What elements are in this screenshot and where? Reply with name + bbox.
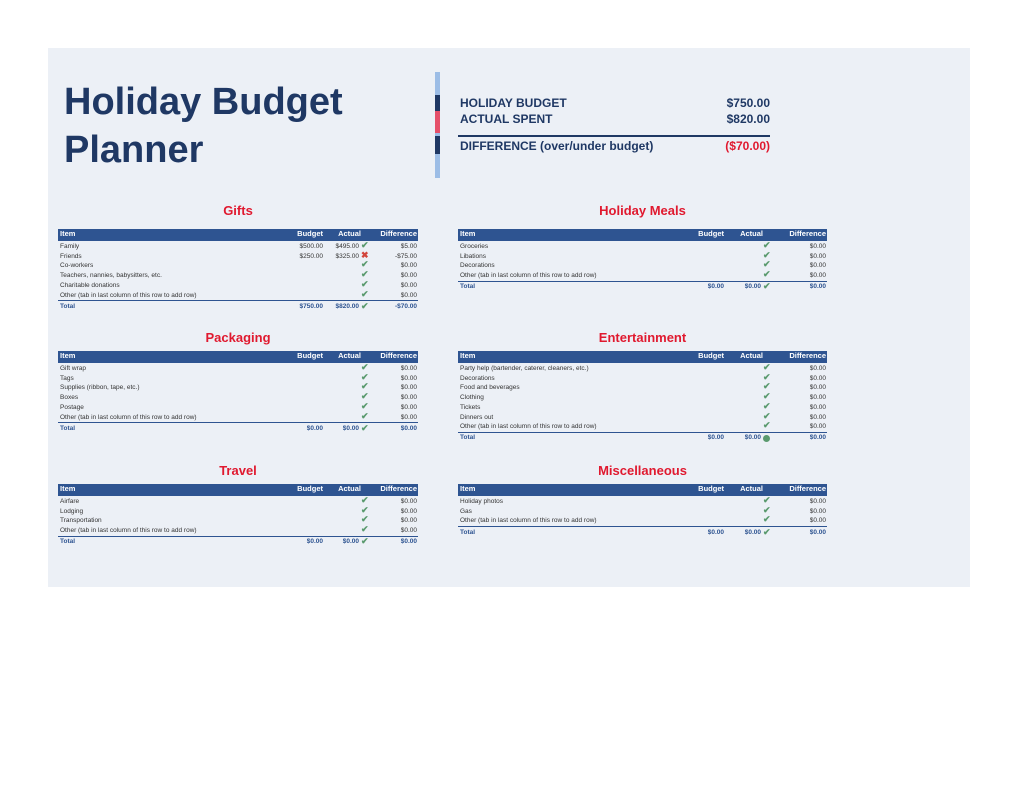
- budget-sheet: [48, 48, 970, 587]
- header-budget: Budget: [698, 484, 724, 493]
- header-difference: Difference: [789, 351, 826, 360]
- check-mark-icon: ✔: [361, 536, 369, 547]
- table-row[interactable]: [458, 504, 827, 517]
- check-mark-icon: ✔: [361, 371, 369, 382]
- check-mark-icon: ✔: [763, 514, 771, 525]
- table-row[interactable]: [458, 497, 827, 507]
- total-budget: $0.00: [707, 283, 724, 291]
- header-budget: Budget: [698, 351, 724, 360]
- check-mark-icon: ✔: [763, 420, 771, 431]
- summary-actual-value: $820.00: [726, 112, 770, 126]
- header-item: Item: [60, 229, 76, 238]
- row-difference: $0.00: [809, 252, 826, 260]
- section-title-packaging: Packaging: [205, 330, 271, 345]
- row-actual: $495.00: [335, 243, 359, 250]
- check-mark-icon: ✔: [763, 391, 771, 402]
- row-item: Other (tab in last column of this row to add row): [60, 527, 197, 535]
- table-row[interactable]: [58, 288, 418, 302]
- row-item: Groceries: [460, 243, 489, 250]
- check-mark-icon: ✔: [361, 524, 369, 535]
- header-budget: Budget: [698, 229, 724, 238]
- table-row[interactable]: [458, 516, 827, 527]
- total-actual: $0.00: [744, 434, 761, 442]
- row-item: Gift wrap: [60, 365, 87, 372]
- header-budget: Budget: [297, 484, 323, 493]
- check-mark-icon: ✔: [763, 371, 771, 382]
- header-actual: Actual: [338, 484, 361, 493]
- table-total-row: [58, 302, 418, 312]
- check-mark-icon: ✔: [763, 259, 771, 270]
- row-difference: $0.00: [809, 374, 826, 382]
- title-line-2: Planner: [64, 129, 204, 171]
- row-item: Other (tab in last column of this row to add row): [460, 423, 597, 431]
- table-total-row: [58, 424, 418, 434]
- section-title-gifts: Gifts: [223, 203, 253, 218]
- row-item: Friends: [60, 252, 82, 260]
- total-label: Total: [60, 424, 76, 432]
- row-difference: -$75.00: [394, 252, 417, 260]
- table-total-row: [458, 282, 827, 292]
- row-difference: $0.00: [400, 262, 417, 270]
- table-row[interactable]: [458, 371, 827, 384]
- check-mark-icon: ✔: [763, 504, 771, 515]
- check-mark-icon: ✔: [361, 391, 369, 402]
- check-mark-icon: ✔: [361, 514, 369, 525]
- row-actual: $325.00: [335, 252, 359, 260]
- row-item: Clothing: [460, 394, 484, 402]
- total-budget: $750.00: [299, 302, 323, 310]
- table-header: [458, 229, 827, 241]
- x-mark-icon: ✖: [361, 249, 369, 260]
- check-mark-icon: ✔: [361, 381, 369, 392]
- accent-segment-budget: [435, 95, 440, 111]
- row-difference: $0.00: [400, 365, 417, 372]
- row-difference: $0.00: [809, 498, 826, 505]
- row-difference: $0.00: [400, 527, 417, 535]
- row-budget: $500.00: [299, 243, 323, 250]
- header-item: Item: [460, 229, 476, 238]
- table-row[interactable]: [58, 526, 418, 537]
- check-mark-icon: ✔: [763, 269, 771, 280]
- header-difference: Difference: [380, 229, 417, 238]
- section-title-meals: Holiday Meals: [599, 203, 686, 218]
- check-mark-icon: ✔: [763, 381, 771, 392]
- check-mark-icon: ✔: [763, 240, 771, 250]
- row-difference: $0.00: [809, 413, 826, 421]
- summary-budget-row: [460, 96, 770, 110]
- check-mark-icon: ✔: [361, 410, 369, 421]
- summary-actual-label: ACTUAL SPENT: [460, 112, 553, 126]
- row-difference: $0.00: [809, 394, 826, 402]
- total-label: Total: [460, 528, 476, 536]
- row-item: Transportation: [60, 517, 102, 525]
- status-dot-icon: [763, 435, 770, 442]
- row-difference: $0.00: [400, 281, 417, 289]
- table-header: [458, 484, 827, 496]
- total-label: Total: [460, 283, 476, 291]
- row-difference: $0.00: [809, 423, 826, 431]
- check-mark-icon: ✔: [763, 400, 771, 411]
- row-item: Family: [60, 243, 80, 250]
- row-difference: $0.00: [400, 517, 417, 525]
- page-title: [64, 78, 343, 174]
- header-difference: Difference: [789, 484, 826, 493]
- table-row[interactable]: [458, 393, 827, 403]
- table-row[interactable]: [458, 364, 827, 374]
- check-mark-icon: ✔: [361, 300, 369, 311]
- total-budget: $0.00: [707, 528, 724, 536]
- summary-budget-value: $750.00: [726, 96, 770, 110]
- row-item: Other (tab in last column of this row to add row): [460, 272, 597, 280]
- row-item: Holiday photos: [460, 498, 503, 505]
- table-row[interactable]: [458, 410, 827, 423]
- total-difference: $0.00: [400, 538, 417, 546]
- table-row[interactable]: [458, 400, 827, 413]
- table-total-row: [458, 433, 827, 443]
- summary-divider: [458, 135, 770, 137]
- accent-segment-difference: [435, 136, 440, 154]
- row-difference: $0.00: [400, 384, 417, 392]
- row-difference: $0.00: [400, 413, 417, 421]
- row-item: Gas: [460, 507, 472, 515]
- row-item: Other (tab in last column of this row to add row): [60, 413, 197, 421]
- check-mark-icon: ✔: [763, 281, 771, 292]
- total-budget: $0.00: [306, 538, 323, 546]
- check-mark-icon: ✔: [361, 495, 369, 505]
- table-row[interactable]: [458, 249, 827, 262]
- row-item: Tickets: [460, 403, 481, 411]
- header-item: Item: [60, 351, 76, 360]
- check-mark-icon: ✔: [361, 422, 369, 433]
- check-mark-icon: ✔: [763, 362, 771, 372]
- total-actual: $0.00: [744, 528, 761, 536]
- row-difference: $0.00: [809, 384, 826, 392]
- total-difference: $0.00: [809, 528, 826, 536]
- summary-difference-row: [460, 139, 770, 153]
- row-difference: $0.00: [400, 498, 417, 505]
- table-row[interactable]: [458, 242, 827, 252]
- row-difference: $0.00: [400, 394, 417, 402]
- row-difference: $0.00: [809, 507, 826, 515]
- check-mark-icon: ✔: [361, 288, 369, 299]
- total-label: Total: [60, 538, 76, 546]
- header-actual: Actual: [740, 351, 763, 360]
- row-difference: $0.00: [809, 517, 826, 525]
- section-title-travel: Travel: [219, 463, 257, 478]
- row-budget: $250.00: [299, 252, 323, 260]
- check-mark-icon: ✔: [361, 504, 369, 515]
- total-budget: $0.00: [707, 434, 724, 442]
- check-mark-icon: ✔: [361, 278, 369, 289]
- row-item: Teachers, nannies, babysitters, etc.: [60, 272, 162, 280]
- check-mark-icon: ✔: [763, 410, 771, 421]
- table-header: [458, 351, 827, 363]
- row-item: Lodging: [60, 507, 84, 515]
- total-difference: -$70.00: [394, 302, 417, 310]
- total-difference: $0.00: [400, 424, 417, 432]
- row-item: Postage: [60, 403, 84, 411]
- check-mark-icon: ✔: [763, 495, 771, 505]
- total-actual: $0.00: [342, 538, 359, 546]
- header-budget: Budget: [297, 351, 323, 360]
- check-mark-icon: ✔: [763, 526, 771, 537]
- header-difference: Difference: [380, 351, 417, 360]
- header-actual: Actual: [740, 229, 763, 238]
- row-difference: $0.00: [400, 374, 417, 382]
- header-actual: Actual: [338, 351, 361, 360]
- row-item: Tags: [60, 374, 74, 382]
- row-difference: $0.00: [809, 272, 826, 280]
- summary-difference-value: ($70.00): [725, 139, 770, 153]
- accent-segment-actual: [435, 111, 440, 133]
- row-difference: $5.00: [400, 243, 417, 250]
- table-row[interactable]: [458, 271, 827, 282]
- total-label: Total: [60, 302, 76, 310]
- summary-difference-label: DIFFERENCE (over/under budget): [460, 139, 654, 153]
- summary-actual-row: [460, 112, 770, 126]
- table-total-row: [58, 537, 418, 547]
- total-difference: $0.00: [809, 434, 826, 442]
- table-total-row: [458, 528, 827, 538]
- section-title-misc: Miscellaneous: [598, 463, 687, 478]
- check-mark-icon: ✔: [361, 362, 369, 372]
- total-actual: $820.00: [335, 302, 359, 310]
- row-item: Other (tab in last column of this row to add row): [60, 291, 197, 299]
- header-difference: Difference: [380, 484, 417, 493]
- table-row[interactable]: [458, 261, 827, 271]
- header-item: Item: [60, 484, 76, 493]
- row-difference: $0.00: [400, 272, 417, 280]
- row-difference: $0.00: [809, 365, 826, 372]
- row-item: Decorations: [460, 374, 495, 382]
- row-difference: $0.00: [400, 291, 417, 299]
- row-item: Party help (bartender, caterer, cleaners, etc.): [460, 365, 589, 372]
- row-difference: $0.00: [809, 243, 826, 250]
- header-item: Item: [460, 484, 476, 493]
- header-actual: Actual: [338, 229, 361, 238]
- section-title-entertainment: Entertainment: [598, 330, 687, 345]
- row-item: Airfare: [60, 498, 80, 505]
- total-difference: $0.00: [809, 283, 826, 291]
- row-item: Libations: [460, 252, 487, 260]
- row-item: Charitable donations: [60, 281, 120, 289]
- total-actual: $0.00: [744, 283, 761, 291]
- total-budget: $0.00: [306, 424, 323, 432]
- check-mark-icon: ✔: [361, 400, 369, 411]
- table-row[interactable]: [458, 383, 827, 393]
- row-item: Co-workers: [60, 262, 94, 270]
- header-budget: Budget: [297, 229, 323, 238]
- title-line-1: Holiday Budget: [64, 81, 343, 123]
- row-item: Supplies (ribbon, tape, etc.): [60, 384, 140, 392]
- row-difference: $0.00: [809, 403, 826, 411]
- header-difference: Difference: [789, 229, 826, 238]
- check-mark-icon: ✔: [361, 240, 369, 250]
- summary-budget-label: HOLIDAY BUDGET: [460, 96, 567, 110]
- table-row[interactable]: [458, 422, 827, 433]
- check-mark-icon: ✔: [763, 249, 771, 260]
- row-item: Dinners out: [460, 413, 494, 421]
- row-item: Other (tab in last column of this row to add row): [460, 517, 597, 525]
- check-mark-icon: ✔: [361, 259, 369, 270]
- row-item: Boxes: [60, 394, 79, 402]
- header-item: Item: [460, 351, 476, 360]
- row-difference: $0.00: [400, 403, 417, 411]
- row-difference: $0.00: [400, 507, 417, 515]
- row-item: Decorations: [460, 262, 495, 270]
- row-difference: $0.00: [809, 262, 826, 270]
- row-item: Food and beverages: [460, 384, 520, 392]
- table-row[interactable]: [58, 410, 418, 424]
- total-actual: $0.00: [342, 424, 359, 432]
- check-mark-icon: ✔: [361, 269, 369, 280]
- total-label: Total: [460, 434, 476, 442]
- header-actual: Actual: [740, 484, 763, 493]
